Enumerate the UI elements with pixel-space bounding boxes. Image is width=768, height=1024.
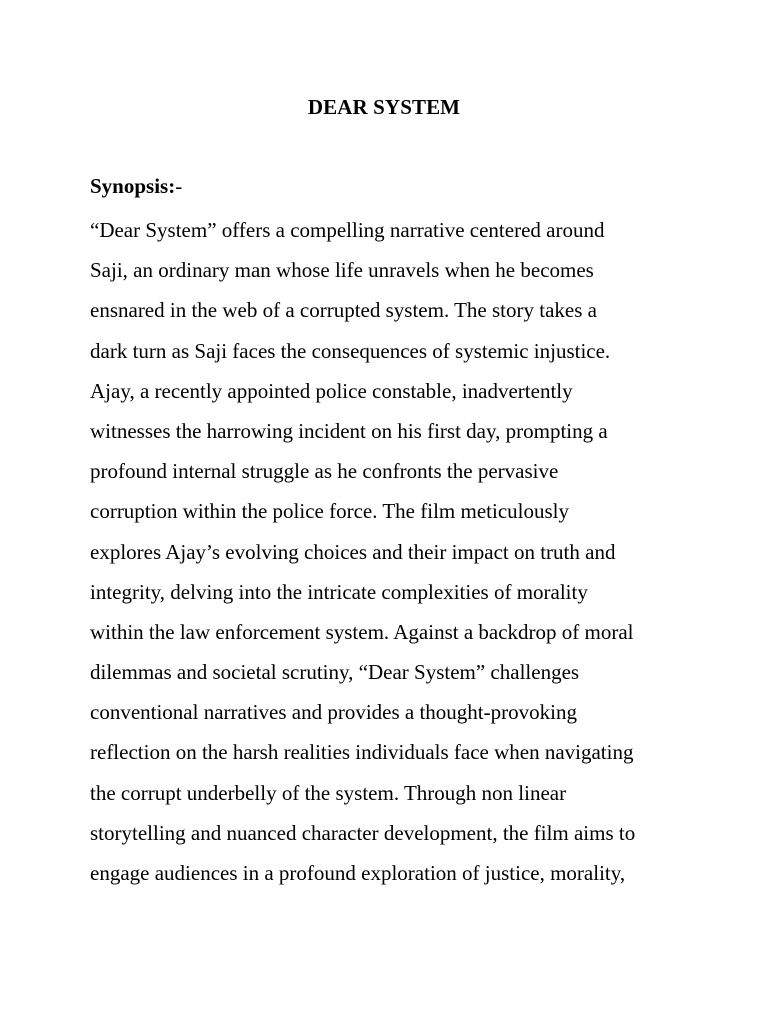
synopsis-line: ensnared in the web of a corrupted system. The story takes a	[90, 298, 597, 323]
synopsis-line: explores Ajay’s evolving choices and their impact on truth and	[90, 539, 616, 564]
synopsis-line: “Dear System” offers a compelling narrative centered around	[90, 218, 605, 242]
synopsis-line: Saji, an ordinary man whose life unravels when he becomes	[90, 258, 594, 283]
synopsis-line: within the law enforcement system. Against a backdrop of moral	[90, 619, 634, 644]
synopsis-line: profound internal struggle as he confronts the pervasive	[90, 459, 559, 484]
synopsis-line: witnesses the harrowing incident on his first day, prompting a	[90, 418, 608, 443]
synopsis-line: engage audiences in a profound exploration of justice, morality,	[90, 861, 626, 885]
synopsis-line: integrity, delving into the intricate complexities of morality	[90, 579, 588, 604]
synopsis-line: the corrupt underbelly of the system. Through non linear	[90, 780, 567, 805]
synopsis-heading	[90, 172, 690, 210]
synopsis-line: conventional narratives and provides a thought-provoking	[90, 700, 577, 725]
synopsis-label: Synopsis:	[90, 174, 176, 198]
synopsis-line: dilemmas and societal scrutiny, “Dear System” challenges	[90, 660, 580, 685]
synopsis-body	[90, 210, 690, 893]
document-title: DEAR SYSTEM	[307, 95, 461, 119]
synopsis-label-suffix: -	[175, 174, 183, 198]
synopsis-section	[90, 172, 690, 893]
synopsis-line: Ajay, a recently appointed police constable, inadvertently	[90, 378, 573, 403]
synopsis-line: reflection on the harsh realities individuals face when navigating	[90, 740, 634, 765]
synopsis-line: dark turn as Saji faces the consequences of systemic injustice.	[90, 338, 611, 363]
synopsis-line: corruption within the police force. The film meticulously	[90, 499, 569, 524]
synopsis-line: storytelling and nuanced character development, the film aims to	[90, 820, 636, 845]
